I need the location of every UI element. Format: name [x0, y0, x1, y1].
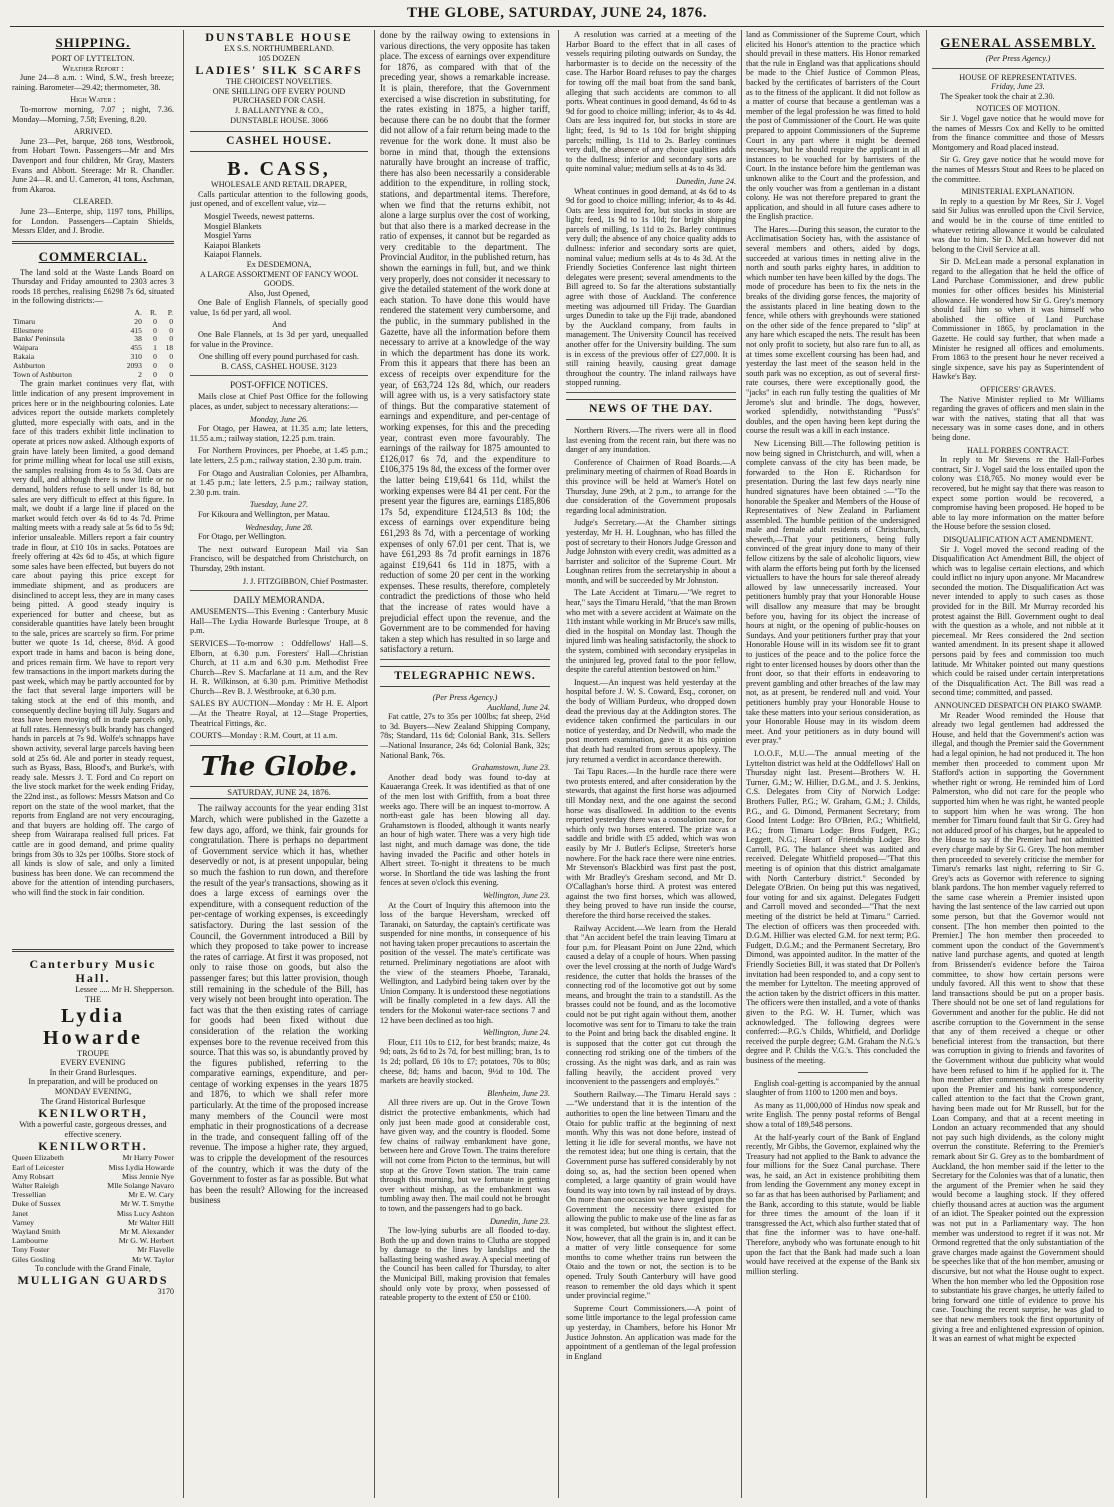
cass-signature-text: B. CASS, CASHEL HOUSE.	[221, 361, 319, 371]
cast-actor: Mr Flavelle	[137, 1245, 174, 1255]
per-press: (Per Press Agency.)	[432, 693, 498, 703]
arrived-text: June 23—Pet, barque, 268 tons, Westbrook, from Hobart Town. Passengers—Mr and Mrs Davenport and four children, Mr Gray, Masters Evans and Abbott. Steerage: Mr R. Chandler. June 24—R. and U. Cameron, 41 tons, Aschman, from Akaroa.	[12, 136, 174, 194]
shilling-offer: ONE SHILLING OFF EVERY POUND PURCHASED FOR CASH.	[212, 86, 346, 106]
cast-role: Walter Raleigh	[12, 1180, 59, 1190]
commercial-intro: The land sold at the Waste Lands Board on Thursday and Friday amounted to 2303 acres 3 roods 18 perches, realising £6298 7s 6d, situated in the following districts:—	[12, 267, 174, 306]
cass-body: Calls particular attention to the following goods, just opened, and of excellent value, viz—	[190, 189, 368, 209]
news-item: I.O.O.F., M.U.—The annual meeting of the Lyttelton district was held at the Oddfellows' Hall on Thursday night last. Present—Brothers W. H. Turner, G.M.; W. Hillier, D.G.M., and J. S. Jenkins, C.S. Delegates from City of Norwich Lodge: Brothers Fuller, P.G.; W. Graham, G.M.; J. Childs, P.G., and G. Dimond, Permanent Secretary; from Good Intent Lodge: Bro O'Brien, P.G.; Whitfield, P.G.; from Timaru Lodge: Bros Fudgett, P.G.; Leggett, N.G.; Heart of Friendship Lodge: Bro Carroll, P.G. The balance sheet was audited and received. Delegate Whitfield proposed—"That this meeting is of opinion that this district amalgamate with North Canterbury district." Seconded by Delegate O'Brien. On being put this was negatived, four voting for and six against. Delegates Fudgett and Carroll moved and seconded—"That the next meeting of the district be held at Timaru." Carried. The election of officers was then proceeded with. D.G.M. Hillier was elected G.M. for next term; P.G. Fudgett, D.G.M.; and the Permanent Secretary, Bro Dimond, was appointed auditor. In the matter of the Friendly Societies Bill, it was stated that Dr Pollen's invitation had been responded to, and a copy sent to the member for Lyttelton. The meeting approved of the action taken by the district officers in this matter. The officers were then installed, and a vote of thanks given to the P.G. W. H. Turner, which was acknowledged. The following degrees were conferred:—P.G.'s Childs, Whitfield, and Dorlidge received the purple degree; G.M. Graham the N.G.'s degree and P. Childs the V.G.'s. This concluded the business of the meeting.	[746, 748, 920, 1065]
cast-actor: Mlle Solange Navaro	[107, 1180, 174, 1190]
ad-number: 3170	[157, 1287, 174, 1297]
dunedin-dateline: Dunedin, June 23.	[489, 1216, 550, 1226]
desdemona: Ex DESDEMONA,	[246, 259, 312, 269]
the-label: THE	[85, 995, 101, 1005]
kenilworth-title-2: KENILWORTH.	[38, 1139, 148, 1154]
table-cell: 0	[153, 316, 157, 326]
assembly-item: Sir D. McLean made a personal explanation in regard to the allegation that he held the office of Land Purchase Commissioner, and drew public monies for other offices besides his Ministerial allowance. He wondered how Sir G. Grey's memory should fail him so when it was himself who abolished the office of Land Purchase Commissioner in 1865, by proclamation in the Gazette. He could say further, that when made a Minister he resigned all offices and emoluments. From 1863 to the present hour he never received a single sixpence, save his pay as Superintendent of Hawke's Bay.	[932, 257, 1104, 382]
news-item: Inquest.—An inquest was held yesterday at the hospital before J. W. S. Coward, Esq., coroner, on the body of William Purdeux, who dropped down dead the previous day at the Addington stores. The evidence taken confirmed the particulars in our notice of yesterday, and Dr Nedwill, who made the post mortem examination, gave it as his opinion that death had resulted from serous apoplexy. The jury returned a verdict in accordance therewith.	[566, 677, 736, 764]
table-cell: 0	[153, 352, 157, 362]
table-row	[12, 344, 174, 353]
sales: SALES BY AUCTION—Monday : Mr H. E. Alport—At the Theatre Royal, at 12—Stage Properties, Theatrical Fittings, &c.	[190, 699, 368, 728]
column-divider	[183, 30, 184, 1498]
list-item	[12, 1172, 174, 1181]
officers-heading: OFFICERS' GRAVES.	[980, 385, 1056, 394]
cast-role: Duke of Sussex	[12, 1199, 61, 1209]
globe-dateline: SATURDAY, JUNE 24, 1876.	[190, 786, 368, 800]
tide-text: To-morrow morning, 7.07 ; night, 7.36. Monday—Morning, 7.58; Evening, 8.20.	[12, 104, 174, 124]
cast-role: Lambourne	[12, 1236, 48, 1246]
cast-role: Giles Gosling	[12, 1254, 56, 1264]
news-item: As many as 11,000,000 of Hindus now speak and write English. The penny postal reforms of Bengal show a total of 189,548 persons.	[746, 1100, 920, 1129]
amusements: AMUSEMENTS—This Evening : Canterbury Music Hall—The Lydia Howarde Burlesque Troupe, at 8 p.m.	[190, 607, 368, 636]
ballantyne-name: J. BALLANTYNE & CO.,	[234, 105, 324, 115]
news-item: Conference of Chairmen of Road Boards.—A preliminary meeting of chairmen of Road Boards in this province will be held at Warner's Hotel on Thursday, June 29th, at 2 p.m., to arrange for the due consideration of the Government proposals regarding local administration.	[566, 457, 736, 515]
news-of-the-day-heading: NEWS OF THE DAY.	[566, 399, 736, 420]
wellington-body-2: Flour, £11 10s to £12, for best brands; maize, 4s 9d; oats, 2s 6d to 2s 7d, for best milling; bran, 1s to 1s 2d; pollard, £6 10s to £7; potatoes, 70s to 80s; cheese, 8d; hams and bacon, 9½d to 10d. The markets are heavily stocked.	[380, 1037, 550, 1086]
news-item: Northern Rivers.—The rivers were all in flood last evening from the recent rain, but there was no danger of any inundation.	[566, 425, 736, 455]
shilling-offer-2: One shilling off every pound purchased for cash.	[199, 352, 359, 362]
column-divider	[741, 30, 742, 1498]
column-divider	[558, 30, 559, 1498]
dunedin-body-2: Wheat continues in good demand, at 4s 6d to 4s 9d for good to choice milling; inferior, 4s to 4s 4d. Oats are less inquired for, but stocks in store are light; feed, 1s 9d to 1s 10d; for bright shipping parcels of milling, 1s 11d to 2s. Barley continues very dull; the absence of any choice quality adds to dullness: inferior and secondary sorts are quiet, nominal value; medium sells at 4s to 4s 3d. At the Friendly Societies Conference last night thirteen delegates were present; several amendments to the Bill agreed to. So far the alterations substantially agree with those of Auckland. The conference meeting was adjourned till Friday. The Guardian urges Dunedin to take up the Fiji trade, abandoned by the Auckland company, from faults in management. The University Council has received another offer for the University building. The sum is in excess of the previous offer of £27,000. It is still raining heavily, causing great damage throughout the country. The inland railways have stopped running.	[566, 186, 736, 388]
cleared-heading: CLEARED.	[73, 197, 113, 207]
column-divider	[926, 30, 927, 1498]
list-item	[12, 1236, 174, 1245]
troupe-label: TROUPE	[77, 1048, 109, 1058]
assembly-item: Sir J. Vogel gave notice that he would move for the names of Messrs Cox and Kelly to be omitted from the finance committee and those of Messrs Montgomery and Road placed instead.	[932, 113, 1104, 152]
list-item	[12, 1227, 174, 1236]
list-item: Kaiapoi Flannels.	[204, 250, 262, 260]
music-hall-heading: Canterbury Music Hall.	[29, 957, 157, 986]
cast-actor: Mr Harry Power	[122, 1153, 174, 1163]
post-item: For Kikoura and Wellington, per Matau.	[198, 509, 330, 519]
news-item: English coal-getting is accompanied by the annual slaughter of from 1100 to 1200 men and boys.	[746, 1078, 920, 1098]
table-header-row	[12, 309, 174, 318]
assembly-item: In reply to Mr Stevens re the Hall-Forbes contract, Sir J. Vogel said the loss entailed upon the colony was £18,765. No money would ever be recovered, but he might say that there was reason to expect some portion would be recovered, a compromise having been proposed. He hoped to be able to lay more information on the matter before the House before the session closed.	[932, 455, 1104, 532]
dozen: 105 DOZEN	[257, 53, 301, 63]
table-cell: 0	[169, 360, 173, 370]
cast-actor: Mr Walter Hill	[127, 1217, 174, 1227]
list-item	[12, 1209, 174, 1218]
list-item	[12, 1245, 174, 1254]
wholesale-line: WHOLESALE AND RETAIL DRAPER,	[211, 180, 347, 190]
preparation: In preparation, and will be produced on MONDAY EVENING,	[28, 1077, 158, 1096]
dunedin-body: The low-lying suburbs are all flooded to-day. Both the up and down trains to Clutha are stopped by damage to the lines by landslips and the ballasting being washed away. A special meeting of the Council has been called for Thursday, to alter the Municipal Bill, making provision that females should only vote by proxy, when possessed of rateable property to the extent of £50 or £100.	[380, 1226, 550, 1303]
table-cell: Rakaia	[13, 352, 35, 362]
wednesday-heading: Wednesday, June 28.	[245, 522, 313, 532]
list-item	[12, 1163, 174, 1172]
port-heading: PORT OF LYTTELTON.	[51, 54, 135, 63]
novelties: THE CHOICEST NOVELTIES.	[225, 77, 333, 87]
assembly-item: Sir J. Vogel moved the second reading of the Disqualification Act Amendment Bill, the object of which was to legalise certain elections, and which could inflict no injury upon anyone. Mr Macandrew seconded the motion. The Disqualification Act was never intended to apply to such cases as those provided for in the Bill. Mr Murray recorded his protest against the Bill. Government ought to deal with the question as a whole, and not nibble at it piecemeal. Mr Rees considered the 2nd section wanted amendment. In its present shape it allowed persons paid by fees and commission too much latitude. Mr Whitaker pointed out many questions which could be raised under certain interpretations of the Disqualification Act. The Bill was read a second time; committed, and passed.	[932, 544, 1104, 698]
assembly-item: In reply to a question by Mr Rees, Sir J. Vogel said Sir Julius was enrolled upon the Civil Service, and would be in the course of time entitled to whatever retiring allowance it would be calculated was due to him. Sir D. McLean however did not belong to the Civil Service at all.	[932, 196, 1104, 254]
cast-role: Amy Robsart	[12, 1171, 54, 1181]
piako-heading: ANNOUNCED DESPATCH ON PIAKO SWAMP.	[934, 701, 1102, 710]
grahamstown-dateline: Grahamstown, June 23.	[471, 763, 550, 773]
speaker-line: The Speaker took the chair at 2.30.	[940, 91, 1055, 101]
cast-actor: Miss Lydia Howarde	[108, 1162, 174, 1172]
assembly-heading: GENERAL ASSEMBLY.	[940, 35, 1096, 50]
list-item	[12, 1153, 174, 1162]
list-item: Mosgiel Yarns	[204, 231, 252, 241]
cast-role: Wayland Smith	[12, 1227, 61, 1236]
hall-heading: HALL FORBES CONTRACT.	[966, 445, 1070, 455]
column-6	[932, 30, 1104, 1495]
commercial-heading: COMMERCIAL.	[38, 248, 148, 264]
every-evening: EVERY EVENING	[60, 1058, 126, 1068]
table-cell: Ellesmere	[13, 325, 44, 335]
arrived-heading: ARRIVED.	[73, 127, 113, 137]
table-cell: Timaru	[13, 316, 36, 326]
divider	[12, 949, 174, 952]
table-cell: 310	[130, 352, 142, 362]
list-item	[12, 1190, 174, 1199]
monday-heading: Monday, June 26.	[249, 414, 309, 424]
list-item: Mosgiel Tweeds, newest patterns.	[204, 211, 315, 221]
divider	[380, 659, 550, 660]
post-office-heading: POST-OFFICE NOTICES.	[230, 380, 328, 391]
friday-heading: Friday, June 23.	[991, 82, 1045, 92]
table-cell: Banks' Peninsula	[13, 334, 65, 344]
costumes: With a powerful caste, gorgeous dresses, and effective scenery.	[19, 1120, 167, 1139]
column-5	[746, 30, 920, 1495]
table-cell: 0	[153, 369, 157, 379]
list-item: Kaiapoi Blankets	[204, 240, 261, 250]
column-2	[190, 30, 368, 1495]
lessee-line: Lessee ..... Mr H. Shepperson.	[75, 985, 174, 995]
extravaganza: The Grand Historical Burlesque	[40, 1096, 146, 1106]
memoranda-heading: DAILY MEMORANDA.	[233, 595, 325, 606]
table-header: P.	[167, 308, 173, 318]
leader-article-continued: done by the railway owing to extensions in various directions, the very opposite has taken place. The excess of earnings over expenditure for 1876, as compared with that of the preceding year, shows a remarkable increase. It is plain, therefore, that the Government exercised a wise discretion in substituting, for the rates existing in 1875, a higher tariff, because there can be no doubt that the former did not allow of a fair return being made to the revenue for the work done. It must also be borne in mind that, though the extensions naturally have brought an increase of traffic, there has also been necessarily a considerable addition to the expenditure, in rolling stock, stations, and departmental items. Therefore, when we find that the returns exhibit, not alone a large surplus over the cost of working, but that also there is a marked decrease in the ratio of expenses, it cannot but be regarded as very creditable to the department. The Provincial Auditor, in the published return, has shown the earnings in full, but, and we think very properly, does not consider it necessary to give the detailed statement of the work done at each station. To have done this would have rendered the statement very cumbersome, and the public, in the summary published in the Gazette, have all the information before them necessary to arrive at a knowledge of the way in which the department has done its work. From this it appears that there has been an excess of receipts over expenditure for the year, of £63,724 12s 8d, which, our readers will agree with us, is a very satisfactory state of things. But the comparative statement of earnings and expenditure, and per-centage of working expenses, for this and the preceding year, contrast even more favourably. The earnings of the railway for 1875 amounted to £126,017 6s 7d, and the expenditure to £106,375 19s 8d, the excess of the former over the latter being £19,641 6s 11d, whilst the working expenses were 84 41 per cent. For the present year the figures are, earnings £185,806 17s 5d, expenditure £124,513 8s 10d; the excess of earnings over expenditure being £61,293 8s 7d, with a percentage of working expenses of only 67.01 per cent. That is, we have £61,293 8s 7d profit earnings in 1876 against £19,641 6s 11d in 1875, with a reduction of some 20 per cent in the working expenses. These results, therefore, completely contradict the predictions of those who held that the increase of rates would have a prejudicial effect upon the revenue, and the Government are to be commended for having taken a step which has resulted in so large and satisfactory a return.	[380, 30, 550, 655]
post-item: For Otago and Australian Colonies, per Albambra, at 1.45 p.m.; late letters, 2.5 p.m.; railway station, 2.30 p.m. train.	[190, 468, 368, 497]
weather-text: June 24—8 a.m. : Wind, S.W., fresh breeze; raining. Barometer—29.42; thermometer, 38.	[12, 73, 174, 92]
cast-role: Earl of Leicester	[12, 1162, 64, 1172]
news-item: Southern Railway.—The Timaru Herald says :—"We understand that it is the intention of the authorities to open the line between Timaru and the Otaio for public traffic at the beginning of next month. Why this was not done before, instead of letting it lie idle for several months, we have not the remotest idea; but one thing is certain, that the Government purse has suffered considerably by not doing so, as, had the section been opened when completed, a large quantity of grain would have found its way into town by rail instead of by drays. On more than one occasion we have urged upon the Government the necessity there existed for allowing the public to make use of the line as far as it was completed, but without the slightest effect. Now, however, that all the grain is in, and it can be a matter of very little consequence for some months to come whether trains run between the Otaio and the town or not, the section is to be opened. Truly South Canterbury will have good reason to remember the old days which it spent under provincial regime."	[566, 1089, 736, 1301]
cast-role: Tressellian	[12, 1190, 46, 1200]
column-1	[12, 30, 174, 1495]
cast-list	[12, 1153, 174, 1263]
ad-number: 3066	[311, 115, 328, 125]
table-cell: 2093	[126, 360, 142, 370]
tuesday-heading: Tuesday, June 27.	[249, 500, 309, 510]
courts: COURTS—Monday : R.M. Court, at 11 a.m.	[190, 731, 338, 741]
divider	[566, 392, 736, 393]
divider	[932, 68, 1104, 69]
cast-role: Tony Foster	[12, 1245, 50, 1255]
bale-two: One Bale Flannels, at 1s 3d per yard, unequalled for value in the Province.	[190, 330, 368, 349]
news-item: Judge's Secretary.—At the Chamber sittings yesterday, Mr H. H. Loughnan, who has filled the post of secretary to their Honors Judge Gresson and Judge Johnston with every credit, was admitted as a barrister and solicitor of the Supreme Court. Mr Loughnan retires from the secretaryship in about a month, and will be succeeded by Mr Johnston.	[566, 518, 736, 585]
table-cell: 0	[153, 334, 157, 344]
notices-heading: NOTICES OF MOTION.	[976, 104, 1060, 114]
divider	[798, 1072, 868, 1073]
leader-article: The railway accounts for the year ending 31st March, which were published in the Gazette a few days ago, afford, we think, fair grounds for congratulation. There is perhaps no department of Government service which it has, whether deservedly or not, is at present unpopular, being so much the fashion to run down, and therefore the result of the year's transactions, showing as it does a large excess of earnings over the expenditure, with a consequent reduction of the per-centage of working expenses, is exceedingly satisfactory. During the last session of the Council, the Government introduced a Bill by which they proposed to take power to increase the rates of carriage. At first it was proposed, not only to raise those on goods, but also the passenger fares; but this latter provision, though still remaining in the schedule of the Bill, has very wisely not been brought into operation. The fact was that the then existing rates of carriage for goods had been fixed without due consideration of the relation the working expenses bore to the revenue received from this source. That this was so, is abundantly proved by the figures published, referring to the comparative earnings, expenditure, and per-centage of working expenses in the years 1875 and 1876, to which we shall refer more particularly. At the time of the proposed increase many members of the Council were most emphatic in their prognostications of a decrease in the trade, and consequent falling off of the revenue. The impose a higher rate, they argued, was to cripple the development of the resources of the country, which it was the duty of the Government to foster as far as possible. But what has been the result? Allowing for the increased business	[190, 803, 368, 1206]
dunstable-heading: DUNSTABLE HOUSE	[205, 30, 353, 44]
cast-actor: Mr G. W. Herbert	[118, 1236, 174, 1246]
table-cell: 1	[153, 343, 157, 353]
ministerial-heading: MINISTERIAL EXPLANATION.	[961, 187, 1075, 197]
cast-role: Varney	[12, 1217, 35, 1227]
table-cell: 38	[134, 334, 142, 344]
news-item: Supreme Court Commissioners.—A point of some little importance to the legal profession came up yesterday, in Chambers, before his Honor Mr Justice Johnston. An application was made for the appointment of a gentleman of the legal profession in England	[566, 1303, 736, 1361]
bcass-name: B. CASS,	[227, 158, 331, 181]
post-item: For Otago, per Wellington.	[198, 532, 287, 542]
kenilworth-title: KENILWORTH,	[38, 1106, 148, 1121]
ad-number: 3123	[320, 361, 337, 371]
list-item	[12, 1218, 174, 1227]
post-item: For Otago, per Hawea, at 11.35 a.m; late letters, 11.55 a.m.; railway station, 12.25 p.m. train.	[190, 424, 368, 443]
telegraphic-heading: TELEGRAPHIC NEWS.	[380, 666, 550, 687]
column-3	[380, 30, 550, 1495]
harbor-body: A resolution was carried at a meeting of the Harbor Board to the effect that in all cases of vessels requiring piloting outwards on Sunday, the harbormaster is to decide on the necessity of the case. The Harbor Board refuses to pay the charges for towing off the mail boat from the sand bank, alleging that such accidents are common to all ports. Wheat continues in good demand, 4s 6d to 4s 9d for good to choice milling; inferior, 4s to 4s 4d. Oats are less inquired for, but stocks in store are light; feed, 1s 9d to 1s 10d for bright shipping parcels; milling, 1s 11d to 2s. Barley continues very dull, the absence of any choice qualities adds to the dullness; inferior and secondary sorts are quite nominal value; medium sells at 4s to 4s 3d.	[566, 30, 736, 174]
post-intro: Mails close at Chief Post Office for the following places, as under, subject to necessary alterations:—	[190, 392, 368, 412]
table-cell: 0	[153, 325, 157, 335]
cast-actor: Miss Lucy Ashton	[116, 1208, 174, 1218]
land-table	[12, 309, 174, 379]
cast-role: Queen Elizabeth	[12, 1153, 64, 1163]
list-item	[12, 1255, 174, 1264]
table-cell: 455	[130, 343, 142, 353]
assembly-item: The Native Minister replied to Mr Williams regarding the graves of officers and men slain in the war with the natives, stating that all that was necessary was in some cases done, and in others being done.	[932, 394, 1104, 442]
assembly-item: Sir G. Grey gave notice that he would move for the names of Messrs Stout and Rees to be placed on the committee.	[932, 155, 1104, 184]
list-item	[12, 1199, 174, 1208]
news-item: New Licensing Bill.—The following petition is now being signed in Christchurch, and will, when a complete canvass of the city has been made, be forwarded to the Hon E. Richardson for presentation. During the last few days nearly nine hundred signatures have been obtained :—"To the honorable the Speaker and Members of the House of Representatives of New Zealand in Parliament assembled. The humble petition of the undersigned male and female adult residents of Christchurch, sheweth,—That your petitioners, being fully convinced of the great injury done to many of their fellow citizens by the sale of alcoholic liquors, view with alarm the efforts being put forth by the licensed victuallers to have the hours for sale thereof already allowed by law unnecessarily increased. Your petitioners humbly pray that your Honorable House will disallow any measure that may be brought before you, having for its object the increase of hours at night, or the opening of public-houses on Sundays. And your petitioners further pray that your Honorable House will in its wisdom see fit to grant to justices of the peace and to the police force the right to enter licensed houses by doors other than the front door, so that their efforts in endeavoring to prevent gambling and other breaches of the law may not, as at present, be rendered null and void. Your petitioners humbly pray your Honorable House to take these matters into your serious consideration, as your Honorable House may in its wisdom deem meet. And your petitioners as in duty bound will ever pray."	[746, 438, 920, 746]
wellington-dateline-2: Wellington, June 24.	[482, 1028, 550, 1038]
troupe-name: Lydia Howarde	[43, 1004, 143, 1049]
and-label: And	[271, 320, 287, 330]
ex-ship: EX S.S. NORTHUMBERLAND.	[224, 44, 334, 53]
news-item: The Late Accident at Timaru.—"We regret to hear," says the Timaru Herald, "that the man Brown who met with a severe accident at Waimate on the 11th instant while working in Mr Bruce's saw mills, died in the hospital on Monday last. Though the injured limb was healing satisfactorily, the shock to the system, combined with secondary erysipelas in the uninjured leg, proved fatal to the poor fellow, despite the careful attention bestowed on him."	[566, 588, 736, 675]
commercial-body: The grain market continues very flat, with little indication of any present improvement in prices here or in the neighbouring colonies. Late advices report the outside markets completely glutted, more especially with oats, and in the face of this traders exhibit little inclination to operate at prices now asked. Although exports of grain have lately been limited, a good demand for prime milling wheat for local use still exists, the samples realising from 4s to 5s 3d. Oats are very dull, and although there is now little or no demand, holders refuse to sell under 1s 8d, but sales are very difficult to effect at this figure. In malt, we doubt if a large line if placed on the market would fetch over 4s 6d to 4s 7d. Prime malting meets with a ready sale at 5s 6d to 5s 9d; inferior unsaleable. Millers report a fair country trade in flour, at £10 10s in sacks. Potatoes are freely offering at 42s 6d to 45s, at which figure some sales have been effected, but buyers do not care about paying this price except for immediate shipment, and as producers are disinclined to accept less, they are in many cases being pitted. A good steady inquiry is experienced for butter and cheese, but as considerable quantities have lately been brought to the sale, prices are scarcely so firm. For prime butter we quote 1s 1d, cheese, 8½d. A good export trade in hams and bacon is being done, and prices remain firm. We have to report very few transactions in the import markets during the past week, which may be partly accounted for by the fact that several large importers will be taking stock at the end of this month, and consequently decline buying till July. Sugars and teas have been moving off in trade parcels only, at full rates. Hennessy's bulk brandy has changed hands in parcels at 7s 9d. Wolfe's schnapps have shown activity, several large parcels having been sold at 25s 6d. Ale and porter in steady request, such as Byass, Bass, Blood's, and Burke's, with ready sale. Messrs J. T. Ford and Co report on the live stock market for the week ending Friday, the 22nd inst., as follows: Messrs Matson and Co report on the state of the wool market, that the reports from England are not very encouraging, and that buyers are holding off. The cargo of sheep from Wairarapa realised full prices. Fat cattle are in good demand, and prime quality brings from 30s to 32s per 100lbs. Store stock of all kinds is slow of sale, and only a limited business has been done. We can recommend the above for the attention of intending purchasers, who will find the stock in fair condition.	[12, 379, 174, 897]
news-item: Tai Tapu Races.—In the hurdle race there were two protests entered, and after consideration by the stewards, that against the first horse was adjourned till Monday next, and the one against the second horse was disallowed. In addition to the events reported yesterday there was a consolation race, for which only two horses entered. The prize was a saddle and bridle with £5 added, which was won easily by Mr J. Butler's Eclipse, Streeter's horse nowhere. For the hack race there were nine entries. Mr Stevenson's Blackbird was first past the post, with Mr Bradley's Gresham second, and Mr D. O'Callaghan's horse third. A protest was entered against the two first horses, which was allowed, they being proved to have run inside the course, therefore the third horse received the stakes.	[566, 767, 736, 921]
burlesques: In their Grand Burlesques.	[49, 1067, 137, 1077]
table-cell: 18	[165, 343, 173, 353]
divider	[190, 590, 368, 591]
table-header: A.	[134, 308, 142, 318]
table-cell: 2	[138, 369, 142, 379]
bale-one: One Bale of English Flannels, of specially good value, 1s 6d per yard, all wool.	[190, 298, 368, 317]
table-header: R.	[149, 308, 157, 318]
post-item: For Northern Provinces, per Phoebe, at 1.45 p.m.; late letters, 2.5 p.m.; railway station, 2.30 p.m. train.	[190, 446, 368, 465]
table-cell: 415	[130, 325, 142, 335]
cast-actor: Mr E. W. Cary	[128, 1190, 174, 1200]
table-cell: 0	[169, 316, 173, 326]
news-item: The Hares.—During this season, the curator to the Acclimatisation Society has, with the assistance of several members and others, aided by dogs, succeeded at various times in netting alive in the north and south parks eighty hares, in addition to which number ten have been killed by the dogs. The mode of procedure has been to fix the nets in the breaks of the dividing gorse fences, the majority of the assistants placed in line beating down to the fence, while others with greyhounds were stationed on the other side of the fence prepared to "slip" at any hare which escaped the nets. The result has been not only profit to society, but also rare fun to all, as at times some excellent coursing has been had, and yesterday the last meet of the season held in the south park was no exception, as out of several first-rate courses, there were exceptionally good, the "jacks" in each run fully testing the qualities of Mr Jerome's slut and brindle. The dogs, however, worked splendidly, notwithstanding "Puss's" doubles, and the open having been kept during the course the result was a kill in each instance.	[746, 224, 920, 436]
assortment: A LARGE ASSORTMENT OF FANCY WOOL GOODS.	[199, 269, 359, 289]
weather-heading: Weather Report :	[62, 63, 124, 73]
services: SERVICES—To-morrow : Oddfellows' Hall—S. Elborn, at 6.30 p.m. Foresters' Hall—Christian Church, at 11 a.m and 6.30 p.m. Methodist Free Church—Rev S. Macfarlane at 11 a.m, and the Rev H. R. Wilkinson, at 6.30 p.m. Primitive Methodist Church—Rev B. J. Westbrooke, at 6.30 p.m.	[190, 638, 368, 696]
cast-actor: Miss Jennie Nye	[122, 1171, 174, 1181]
divider	[190, 375, 368, 376]
house-heading: HOUSE OF REPRESENTATIVES.	[959, 72, 1077, 82]
also-opened: Also, Just Opened,	[248, 288, 310, 298]
disqualification-heading: DISQUALIFICATION ACT AMENDMENT.	[942, 534, 1094, 544]
table-cell: Ashburton	[13, 360, 46, 370]
list-item: Mosgiel Blankets	[204, 221, 262, 231]
post-item: The next outward European Mail via San Francisco, will be despatched from Christchurch, on Thursday, 29th instant.	[190, 544, 368, 573]
table-cell: Waipara	[13, 343, 39, 353]
globe-title: The Globe.	[200, 751, 358, 782]
news-item: land as Commissioner of the Supreme Court, which elicited his Honor's attention to the practice which should prevail in these matters. His Honor remarked that the rule in England was that applications should be made to the Chief Justice of Common Pleas, backed by the certificates of barristers of the Court as to the fitness of the applicant. It did not follow as a matter of course that because a gentleman was a member of the legal profession he was fitted to hold the post of Commissioner of the Court. He was quite prepared to appoint Commissioners of the Supreme Court in any part where it might be deemed necessary, but he should require the applicant in all instances to be vouched for by barristers of the Court. In the instance before him the gentleman was unknown alike to the Court and the profession, and the only voucher was from a gentleman in a distant colony. He was not therefore prepared to grant the application, and should in all future cases adhere to the English practice.	[746, 30, 920, 222]
scarfs-heading: LADIES' SILK SCARFS	[195, 63, 363, 78]
table-cell: 0	[169, 369, 173, 379]
blenheim-body: All three rivers are up. Out in the Grove Town district the protective embankments, which had only just been made good at considerable cost, have given way, and the country is flooded. Some few chains of railway embankment have gone, between here and Grove Town. The trains therefore will not come from Picton to the terminus, but will stop at the Grove Town station. The train came through this morning, but we fortunate in getting over without mishap, as the embankment was tumbling away then. The mail could not be brought to town, and the passengers had to go back.	[380, 1098, 550, 1213]
per-press: (Per Press Agency.)	[985, 54, 1051, 63]
shipping-heading: SHIPPING.	[55, 35, 131, 50]
divider	[12, 241, 174, 244]
list-item	[12, 1181, 174, 1190]
cast-role: Janet	[12, 1208, 29, 1218]
auckland-dateline: Auckland, June 24.	[487, 702, 550, 712]
news-item: Railway Accident.—We learn from the Herald that "An accident befel the train leaving Timaru at four p.m. for Pleasant Point on June 22nd, which caused a delay of a couple of hours. When passing over the level crossing at the north of Judge Ward's residence, the cutter that holds the brasses of the connecting rod of the locomotive got out by some means, and brought the train to a standstill. As the brasses could not be found, and as the locomotive could not be put right again without them, another locomotive was sent for to Timaru to take the train to the Point and bring back the disabled engine. It is supposed that the cotter got cut through the connecting rod striking one of the timbers of the crossing. As the night was dark, and as rain was falling heavily, the accident proved very inconvenient to the passengers and employés."	[566, 923, 736, 1087]
masthead-rule	[10, 26, 1104, 27]
divider	[190, 745, 368, 746]
cast-actor: Mr W. Taylor	[132, 1254, 174, 1264]
news-item: At the half-yearly court of the Bank of England recently, Mr Gibbs, the Governor, explained why the Treasury had not applied to the Bank to advance the four millions for the Suez Canal purchase. There was, he said, an Act in existence prohibiting them from lending the Government any money except in so far as that has been authorised by Parliament; and the Bank, according to this statute, would be liable for three times the amount of the loan if it transgressed the Act, which also further stated that of that fine the informer was to have one-half. Therefore, anybody who was fortunate enough to hit upon the fact that the Bank had made such a loan would have received at the expense of the Bank six million sterling.	[746, 1132, 920, 1276]
ballantyne-address-text: DUNSTABLE HOUSE.	[230, 115, 310, 125]
table-cell: 0	[169, 352, 173, 362]
conclude-line: To conclude with the Grand Finale,	[35, 1263, 151, 1273]
grahamstown-body: Another dead body was found to-day at Kauaeranga Creek. It was identified as that of one of the men lost with Griffith, from a boat three weeks ago. There will be an inquest to-morrow. A north-east gale has been blowing all day. Grahamstown is flooded, although it wants nearly an hour of high water. There was a very high tide last night, and much damage was done, the tide having invaded the Pacific and other hotels in Albert street. To-night it threatens to be much worse. In Shortland the tide was lashing the front fences at seven o'clock this evening.	[380, 772, 550, 888]
table-cell: 0	[169, 334, 173, 344]
table-cell: 0	[169, 325, 173, 335]
table-cell: 20	[134, 316, 142, 326]
wellington-dateline: Wellington, June 23.	[482, 890, 550, 900]
tide-heading: High Water :	[70, 95, 116, 105]
blenheim-dateline: Blenheim, June 23.	[487, 1088, 550, 1098]
column-4	[566, 30, 736, 1495]
column-divider	[374, 30, 375, 1498]
cass-signature	[190, 362, 368, 372]
masthead: THE GLOBE, SATURDAY, JUNE 24, 1876.	[407, 5, 707, 21]
auckland-body: Fat cattle, 27s to 35s per 100lbs; fat sheep, 2½d to 3d. Buyers—New Zealand Shipping Company, 78s; Standard, 11s 6d; Colonial Bank, 31s. Sellers—National Insurance, 24s 6d; Colonial Bank, 32s; National Bank, 76s.	[380, 712, 550, 760]
cast-actor: Mr W. T. Smythe	[120, 1199, 174, 1209]
cast-actor: Mr M. Alexander	[119, 1227, 174, 1236]
table-row	[12, 371, 174, 380]
table-cell: Town of Ashburton	[13, 369, 72, 379]
wellington-body: At the Court of Inquiry this afternoon into the loss of the barque Heversham, wrecked off Taranaki, on Saturday, the captain's certificate was suspended for nine months, in consequence of his not having taken proper precautions to ascertain the position of the vessel. The mate's certificate was returned. Preliminary negotiations are afoot with the view of the steamers Phoebe, Taranaki, Wellington, and Ladybird being taken over by the Union Company. It is understood these negotiations will be finally completed in a few days. All the tenders for the Mokonui water-race sections 7 and 12 have been declined as too high.	[380, 900, 550, 1025]
assembly-item: Mr Reader Wood reminded the House that already two legal gentlemen had addressed the House, and held that the Government's action was illegal, and though the Premier said the Government had a legal opinion, he had not produced it. The hon member then proceeded to comment upon Mr Stafford's action in supporting the Government whether right or wrong. He reminded him of Lord Palmerston, who did not care for the people who supported him when he was right, he wanted people to support him when he was wrong. The hon member for Timaru found fault that Sir G. Grey had not adduced proof of his charges, but he appealed to the House to say if the Premier had not admitted every charge made by Sir G. Grey. The hon member then proceeded to severely criticise the member for Timaru's remarks last night, referring to Sir G. Grey's acts as Governor with reference to signing blank pardons. The hon member vaguely referred to the same case wherein a Premier insisted upon having the last sentence of the law carried out upon some person, but that the Governor would not consent. [The hon member then pointed to the Premier.] The hon member then proceeded to comment upon the conduct of the Government's native land purchase agents, and quoted at length from Brissenden's evidence before the Tairoa committee, to show how certain persons were unduly favored. All this went to show that these land transactions should be put on a proper basis. There should not be one set of land regulations for Government and another for the public. He did not ascribe corruption to the Government in the sense that any of them received a cheque or other beneficial interest from the transaction, but there was corruption in giving to friends and favorites of the Government without due publicity what would have been refused to him if he applied for it. The hon member after commenting with some severity upon the Premier and his bank correspondence, called attention to the fact that the Crown grant, having been made out for Mr Russell, but for the Loan Company, and that at a recent meeting in London an actuary recommended that any should not pay such high dividends, as the colony might overrun the constitute. Referring to the Premier's remark about Sir G. Grey as to the bombardment of Auckland, the hon member said if the letter to the Secretary for the Colonies was that of a lunatic, then the argument of the Premier when he said they would become a laughing stock. If they offered chiefly thousand acres at auction was the argument of an idiot. The Speaker pointed out the expression was not put in a Parliamentary way. The hon member was understood to regret if it was not. Mr Ormond regretted that the only substantiation of the grave charges made against the Government should be speeches like that of the hon member, amusing or discursive, but not what the House ought to expect. When the hon member who led the Opposition rose to substantiate his grave charges, he utterly failed to bring forward one tittle of evidence to prove his case. Touching the recent surprise, he was glad to see that new members took the first opportunity of giving a free and enlightened expression of opinion. It was an earnest of what might be expected	[932, 710, 1104, 1344]
mulligan-guards: MULLIGAN GUARDS	[17, 1273, 169, 1288]
ballantyne-address	[190, 116, 368, 126]
goods-list	[190, 212, 368, 260]
cashel-heading: CASHEL HOUSE.	[190, 131, 368, 152]
table-cell: 0	[153, 360, 157, 370]
cleared-text: June 23—Enterpe, ship, 1197 tons, Phillips, for London. Passengers—Captain Shields, Messrs Elder, and J. Brodie.	[12, 206, 174, 236]
postmaster-signature: J. J. FITZGIBBON, Chief Postmaster.	[242, 576, 368, 586]
dunedin-dateline-2: Dunedin, June 24.	[675, 176, 736, 186]
